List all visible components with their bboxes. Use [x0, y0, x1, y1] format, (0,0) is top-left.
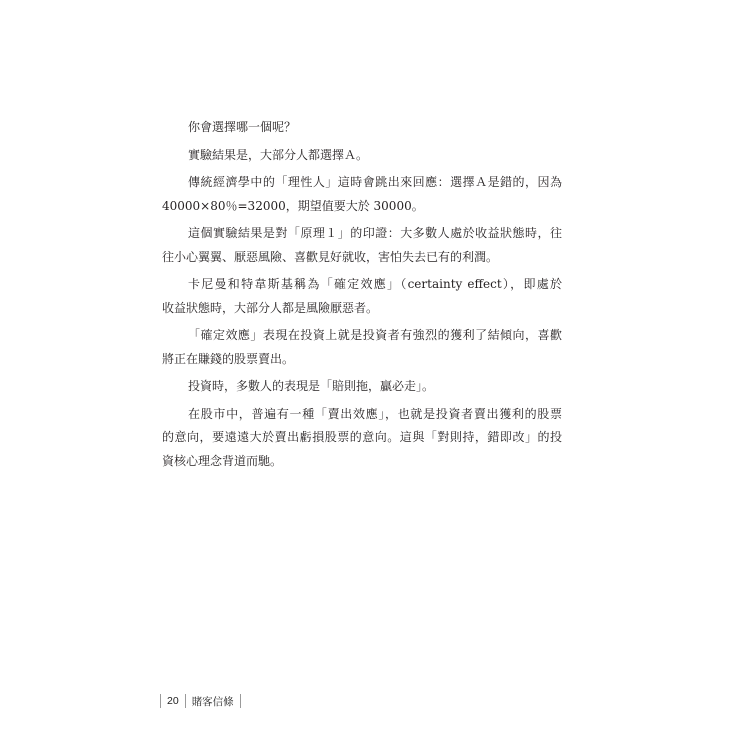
running-title: 賭客信條: [191, 695, 234, 708]
text-line: 的意向，要遠遠大於賣出虧損股票的意向。這與「對則持，錯即改」的投: [162, 430, 562, 444]
paragraph: [162, 171, 562, 218]
text-line: 往小心翼翼、厭惡風險、喜歡見好就收，害怕失去已有的利潤。: [162, 249, 499, 264]
text-line: 資核心理念背道而馳。: [162, 453, 283, 468]
page-number: 20: [167, 695, 179, 707]
text-line: 這個實驗結果是對「原理１」的印證：大多數人處於收益狀態時，往: [188, 226, 562, 240]
page-footer: [160, 693, 241, 709]
paragraph: [162, 403, 562, 474]
text-line: 卡尼曼和特韋斯基稱為「確定效應」（certainty effect），即處於: [188, 277, 562, 291]
text-line: 收益狀態時，大部分人都是風險厭惡者。: [162, 300, 379, 315]
paragraph: [162, 222, 562, 269]
text-line: 實驗結果是，大部分人都選擇Ａ。: [188, 147, 369, 162]
text-line: 將正在賺錢的股票賣出。: [162, 351, 295, 366]
paragraph: [162, 324, 562, 371]
paragraph: [162, 144, 562, 168]
paragraph: [162, 116, 562, 140]
text-line: 投資時，多數人的表現是「賠則拖，贏必走」。: [188, 379, 435, 393]
text-line: 你會選擇哪一個呢？: [188, 120, 297, 134]
paragraph: [162, 273, 562, 320]
text-line: 「確定效應」表現在投資上就是投資者有強烈的獲利了結傾向，喜歡: [188, 328, 562, 342]
text-line: 傳統經濟學中的「理性人」這時會跳出來回應：選擇Ａ是錯的，因為: [188, 175, 562, 189]
body-text: [162, 116, 562, 477]
footer-divider: [240, 694, 241, 708]
text-line: 40000×80％=32000，期望值要大於 30000。: [162, 198, 424, 213]
paragraph: [162, 375, 562, 399]
text-line: 在股市中，普遍有一種「賣出效應」，也就是投資者賣出獲利的股票: [188, 406, 562, 421]
